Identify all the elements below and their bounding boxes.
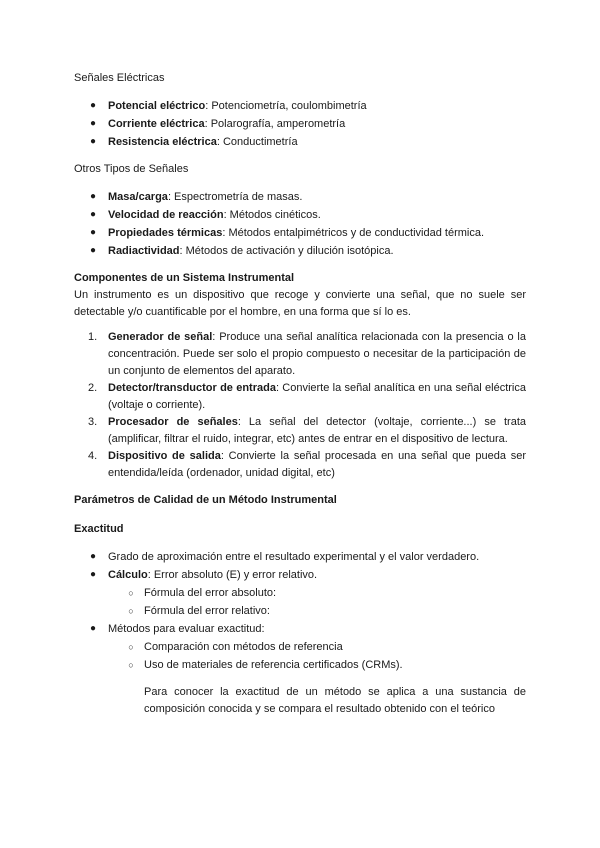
sub-bullet-icon: ○ [128, 642, 134, 652]
bullet-icon: ● [89, 245, 97, 256]
list-exactitud [74, 548, 526, 584]
list-otros-tipos [74, 188, 526, 260]
section-title-parametros: Parámetros de Calidad de un Método Instrumental [74, 494, 337, 506]
list-item: ● Corriente eléctrica: Polarografía, amperometría [74, 115, 526, 133]
sub-bullet-icon: ○ [128, 606, 134, 616]
list-item: ● Grado de aproximación entre el resultado experimental y el valor verdadero. [74, 548, 526, 566]
sublist-calculo [74, 584, 526, 620]
bullet-icon: ● [89, 551, 97, 562]
sublist-metodos [74, 638, 526, 674]
sub-bullet-icon: ○ [128, 588, 134, 598]
section-title-exactitud: Exactitud [74, 523, 124, 535]
document-page [74, 70, 526, 718]
list-item: ● Métodos para evaluar exactitud: [74, 620, 526, 638]
list-item: ● Radiactividad: Métodos de activación y dilución isotópica. [74, 242, 526, 260]
bullet-icon: ● [89, 100, 97, 111]
list-item: ● Masa/carga: Espectrometría de masas. [74, 188, 526, 206]
bullet-icon: ● [89, 569, 97, 580]
list-item: ● Cálculo: Error absoluto (E) y error relativo. [74, 566, 526, 584]
list-item: 4. Dispositivo de salida: Convierte la señal procesada en una señal que pueda ser entendida/leída (ordenador, unidad digital, etc) [88, 450, 527, 479]
list-item: ○ Comparación con métodos de referencia [74, 638, 526, 656]
bullet-icon: ● [89, 118, 97, 129]
section-title-senales-electricas: Señales Eléctricas [74, 72, 165, 84]
list-senales-electricas [74, 97, 526, 151]
list-item: ● Resistencia eléctrica: Conductimetría [74, 133, 526, 151]
list-item: ● Velocidad de reacción: Métodos cinéticos. [74, 206, 526, 224]
list-item: 1. Generador de señal: Produce una señal analítica relacionada con la presencia o la concentración. Puede ser solo el propio compuesto o necesitar de la participación de un conjunto de elementos del aparato. [88, 331, 526, 377]
list-exactitud-metodos [74, 620, 526, 638]
list-item: ○ Fórmula del error relativo: [74, 602, 526, 620]
bullet-icon: ● [89, 209, 97, 220]
sub-bullet-icon: ○ [128, 660, 134, 670]
bullet-icon: ● [89, 136, 97, 147]
list-item: ● Potencial eléctrico: Potenciometría, coulombimetría [74, 97, 526, 115]
section-title-componentes: Componentes de un Sistema Instrumental [74, 272, 295, 284]
exactitud-note: Para conocer la exactitud de un método se aplica a una sustancia de composición conocida y se compara el resultado obtenido con el teórico [144, 686, 526, 715]
list-item: ○ Uso de materiales de referencia certificados (CRMs). [74, 656, 526, 674]
intro-paragraph: Un instrumento es un dispositivo que recoge y convierte una señal, que no suele ser detectable y/o cuantificable por el hombre, en una forma que sí lo es. [74, 289, 526, 318]
bullet-icon: ● [89, 623, 97, 634]
list-item: 2. Detector/transductor de entrada: Convierte la señal analítica en una señal eléctrica (voltaje o corriente). [88, 382, 526, 411]
list-item: ● Propiedades térmicas: Métodos entalpimétricos y de conductividad térmica. [74, 224, 526, 242]
list-item: 3. Procesador de señales: La señal del detector (voltaje, corriente...) se trata (amplificar, filtrar el ruido, integrar, etc) antes de entrar en el dispositivo de lectura. [88, 416, 526, 445]
list-componentes [74, 329, 526, 482]
list-item: ○ Fórmula del error absoluto: [74, 584, 526, 602]
bullet-icon: ● [89, 227, 97, 238]
bullet-icon: ● [89, 191, 97, 202]
section-title-otros-tipos: Otros Tipos de Señales [74, 163, 189, 175]
